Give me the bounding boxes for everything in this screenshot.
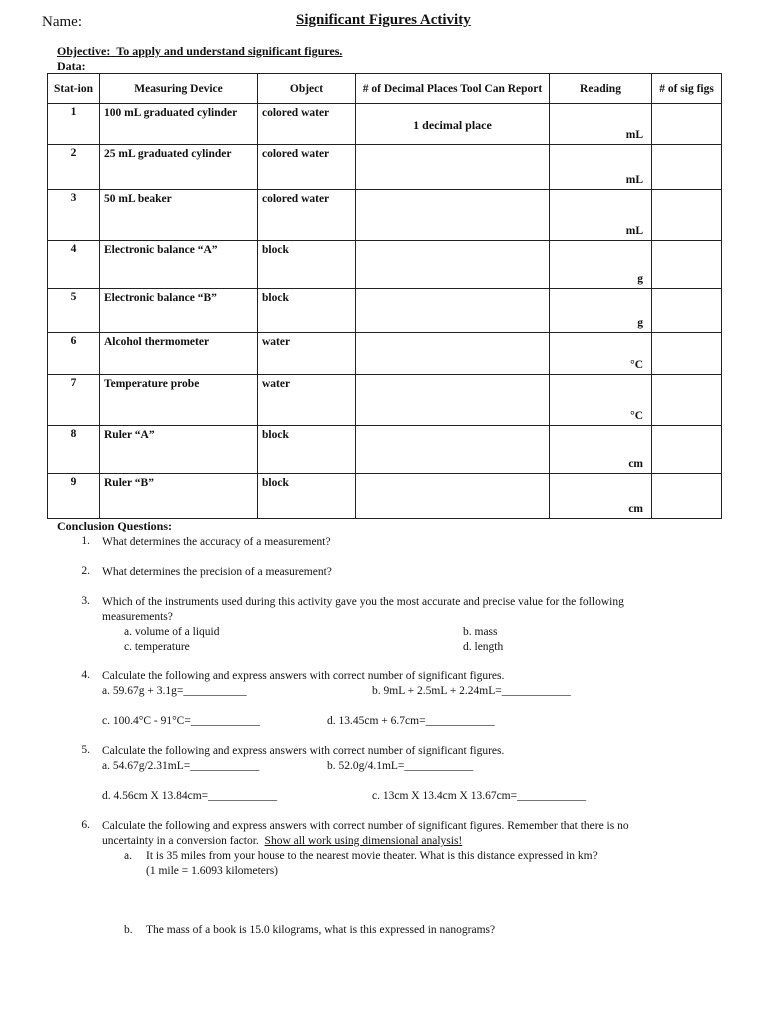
sigfigs-field[interactable] bbox=[652, 426, 722, 474]
decimal-places-field[interactable] bbox=[356, 241, 550, 289]
reading-field[interactable]: °C bbox=[550, 375, 652, 426]
object-cell: colored water bbox=[258, 145, 356, 190]
question-6a-text: It is 35 miles from your house to the nearest movie theater. What is this distance expressed in km? bbox=[146, 850, 598, 862]
table-row bbox=[48, 375, 722, 426]
question-5a[interactable]: a. 54.67g/2.31mL=____________ bbox=[102, 760, 260, 772]
decimal-places-field[interactable] bbox=[356, 145, 550, 190]
table-row bbox=[48, 145, 722, 190]
col-header-decimal: # of Decimal Places Tool Can Report bbox=[356, 74, 550, 104]
table-row bbox=[48, 104, 722, 145]
col-header-object: Object bbox=[258, 74, 356, 104]
question-4-text: Calculate the following and express answers with correct number of significant figures. bbox=[102, 670, 505, 682]
question-1-number: 1. bbox=[81, 535, 90, 547]
station-cell: 6 bbox=[48, 333, 100, 375]
data-table bbox=[47, 73, 722, 519]
station-cell: 7 bbox=[48, 375, 100, 426]
sigfigs-field[interactable] bbox=[652, 333, 722, 375]
col-header-device: Measuring Device bbox=[100, 74, 258, 104]
decimal-places-field[interactable] bbox=[356, 289, 550, 333]
question-3d: d. length bbox=[463, 641, 504, 653]
device-cell: Electronic balance “B” bbox=[100, 289, 258, 333]
table-row bbox=[48, 289, 722, 333]
page-title: Significant Figures Activity bbox=[296, 12, 471, 28]
object-cell: colored water bbox=[258, 104, 356, 145]
question-1-text: What determines the accuracy of a measurement? bbox=[102, 536, 331, 548]
table-header-row bbox=[48, 74, 722, 104]
data-label: Data: bbox=[57, 59, 86, 73]
device-cell: Alcohol thermometer bbox=[100, 333, 258, 375]
station-cell: 2 bbox=[48, 145, 100, 190]
reading-field[interactable]: °C bbox=[550, 333, 652, 375]
question-6a-hint: (1 mile = 1.6093 kilometers) bbox=[146, 865, 279, 877]
sigfigs-field[interactable] bbox=[652, 474, 722, 519]
station-cell: 4 bbox=[48, 241, 100, 289]
sigfigs-field[interactable] bbox=[652, 190, 722, 241]
device-cell: Electronic balance “A” bbox=[100, 241, 258, 289]
reading-field[interactable]: mL bbox=[550, 190, 652, 241]
question-5c[interactable]: c. 13cm X 13.4cm X 13.67cm=____________ bbox=[372, 790, 587, 802]
name-label: Name: bbox=[42, 14, 82, 30]
question-3a: a. volume of a liquid bbox=[124, 626, 220, 638]
device-cell: Ruler “A” bbox=[100, 426, 258, 474]
object-cell: water bbox=[258, 333, 356, 375]
table-row bbox=[48, 333, 722, 375]
decimal-places-field[interactable] bbox=[356, 474, 550, 519]
table-row bbox=[48, 190, 722, 241]
station-cell: 8 bbox=[48, 426, 100, 474]
object-cell: block bbox=[258, 289, 356, 333]
question-6-text-2a: uncertainty in a conversion factor. bbox=[102, 835, 259, 847]
device-cell: Temperature probe bbox=[100, 375, 258, 426]
decimal-places-field[interactable] bbox=[356, 333, 550, 375]
object-cell: block bbox=[258, 426, 356, 474]
question-4a[interactable]: a. 59.67g + 3.1g=___________ bbox=[102, 685, 247, 697]
object-cell: water bbox=[258, 375, 356, 426]
question-3c: c. temperature bbox=[124, 641, 190, 653]
question-2-text: What determines the precision of a measurement? bbox=[102, 566, 332, 578]
objective bbox=[57, 44, 342, 59]
col-header-station: Stat-ion bbox=[48, 74, 100, 104]
device-cell: Ruler “B” bbox=[100, 474, 258, 519]
question-6a-label: a. bbox=[124, 850, 132, 862]
question-6b-text: The mass of a book is 15.0 kilograms, what is this expressed in nanograms? bbox=[146, 924, 496, 936]
question-4d[interactable]: d. 13.45cm + 6.7cm=____________ bbox=[327, 715, 495, 727]
question-4c[interactable]: c. 100.4°C - 91°C=____________ bbox=[102, 715, 260, 727]
reading-field[interactable]: cm bbox=[550, 426, 652, 474]
objective-text: To apply and understand significant figures. bbox=[116, 44, 343, 58]
sigfigs-field[interactable] bbox=[652, 104, 722, 145]
station-cell: 5 bbox=[48, 289, 100, 333]
question-5d[interactable]: d. 4.56cm X 13.84cm=____________ bbox=[102, 790, 278, 802]
decimal-places-field[interactable] bbox=[356, 426, 550, 474]
question-3-text: Which of the instruments used during this activity gave you the most accurate and precise value for the following measurements? bbox=[102, 596, 624, 623]
question-6-text-2 bbox=[102, 834, 462, 849]
question-3b: b. mass bbox=[463, 626, 498, 638]
table-row bbox=[48, 426, 722, 474]
question-6-emphasis: Show all work using dimensional analysis! bbox=[264, 835, 463, 847]
sigfigs-field[interactable] bbox=[652, 241, 722, 289]
question-3-number: 3. bbox=[81, 595, 90, 607]
device-cell: 25 mL graduated cylinder bbox=[100, 145, 258, 190]
question-4-number: 4. bbox=[81, 669, 90, 681]
question-6-text-1: Calculate the following and express answers with correct number of significant figures. Remember that there is no bbox=[102, 820, 629, 832]
station-cell: 3 bbox=[48, 190, 100, 241]
table-row bbox=[48, 241, 722, 289]
question-6b-label: b. bbox=[124, 924, 133, 936]
reading-field[interactable]: g bbox=[550, 289, 652, 333]
conclusion-heading: Conclusion Questions: bbox=[57, 519, 173, 533]
table-row bbox=[48, 474, 722, 519]
question-5-text: Calculate the following and express answers with correct number of significant figures. bbox=[102, 745, 505, 757]
col-header-sigfigs: # of sig figs bbox=[652, 74, 722, 104]
question-4b[interactable]: b. 9mL + 2.5mL + 2.24mL=____________ bbox=[372, 685, 571, 697]
sigfigs-field[interactable] bbox=[652, 145, 722, 190]
question-5b[interactable]: b. 52.0g/4.1mL=____________ bbox=[327, 760, 474, 772]
sigfigs-field[interactable] bbox=[652, 375, 722, 426]
decimal-places-field[interactable] bbox=[356, 375, 550, 426]
station-cell: 9 bbox=[48, 474, 100, 519]
object-cell: block bbox=[258, 474, 356, 519]
decimal-places-field[interactable] bbox=[356, 190, 550, 241]
device-cell: 50 mL beaker bbox=[100, 190, 258, 241]
sigfigs-field[interactable] bbox=[652, 289, 722, 333]
question-5-number: 5. bbox=[81, 744, 90, 756]
col-header-reading: Reading bbox=[550, 74, 652, 104]
station-cell: 1 bbox=[48, 104, 100, 145]
reading-field[interactable]: g bbox=[550, 241, 652, 289]
reading-field[interactable]: mL bbox=[550, 104, 652, 145]
question-2-number: 2. bbox=[81, 565, 90, 577]
device-cell: 100 mL graduated cylinder bbox=[100, 104, 258, 145]
object-cell: colored water bbox=[258, 190, 356, 241]
reading-field[interactable]: cm bbox=[550, 474, 652, 519]
objective-label: Objective: bbox=[57, 44, 111, 58]
object-cell: block bbox=[258, 241, 356, 289]
question-6-number: 6. bbox=[81, 819, 90, 831]
decimal-places-field[interactable]: 1 decimal place bbox=[356, 104, 550, 145]
reading-field[interactable]: mL bbox=[550, 145, 652, 190]
